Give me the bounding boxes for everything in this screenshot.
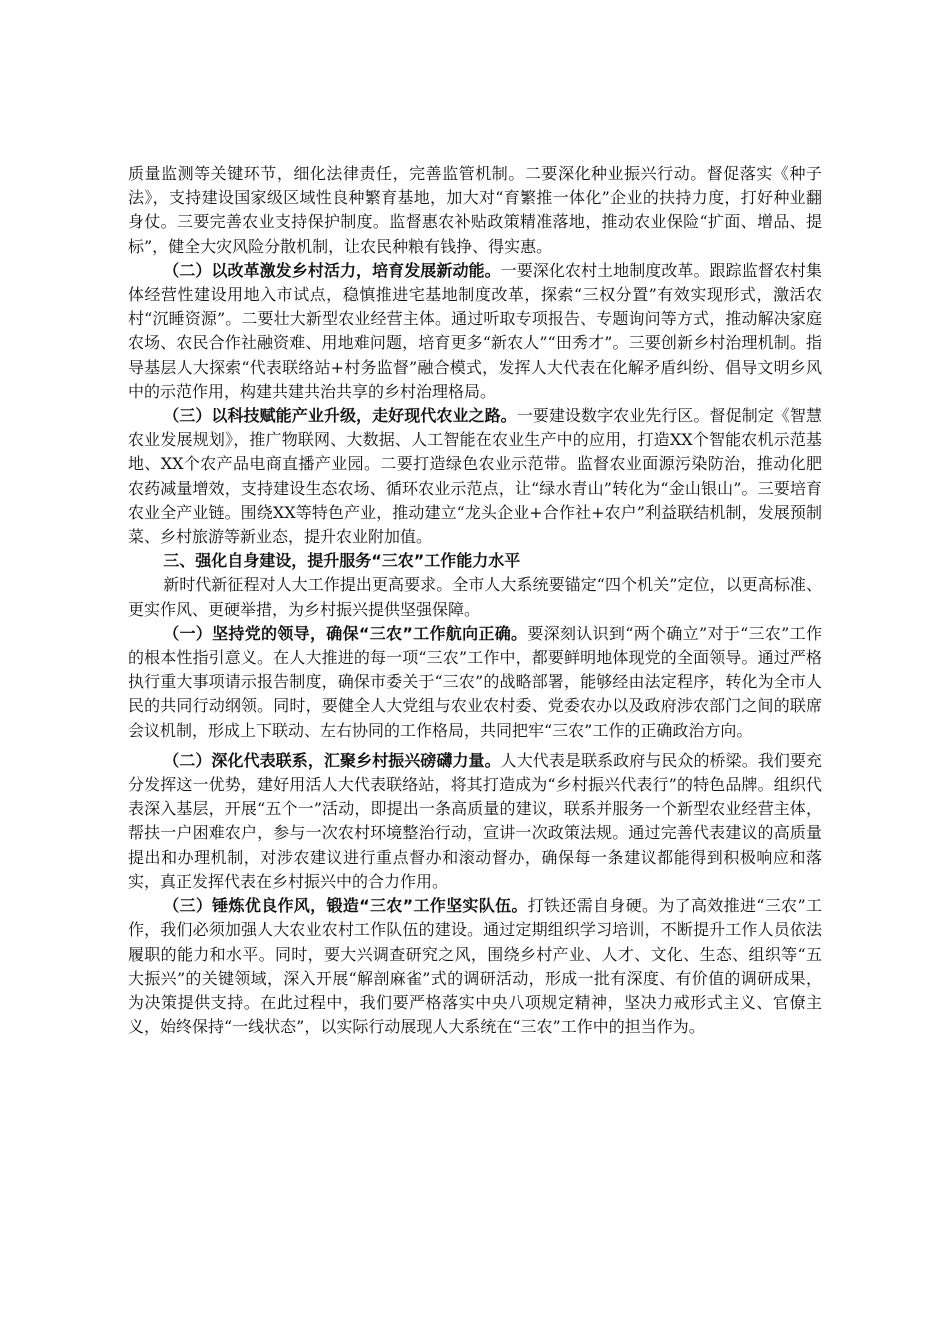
paragraph-text: 人大代表是联系政府与民众的桥梁。我们要充分发挥这一优势，建好用活人大代表联络站，将其打造成为“乡村振兴代表行”的特色品牌。组织代表深入基层，开展“五个一”活动，即提出一条高质量的建议，联系并服务一个新型农业经营主体，帮扶一户困难农户，参与一次农村环境整治行动，宣讲一次政策法规。通过完善代表建议的高质量提出和办理机制，对涉农建议进行重点督办和滚动督办，确保每一条建议都能得到积极响应和落实，真正发挥代表在乡村振兴中的合力作用。 <box>128 750 822 891</box>
paragraph-party-leadership <box>128 622 822 743</box>
paragraph-heading: （二）深化代表联系，汇聚乡村振兴磅礴力量。 <box>163 750 501 770</box>
paragraph-text: 一要深化农村土地制度改革。跟踪监督农村集体经营性建设用地入市试点，稳慎推进宅基地制度改革，探索“三权分置”有效实现形式，激活农村“沉睡资源”。二要壮大新型农业经营主体。通过听取专项报告、专题询问等方式，推动解决家庭农场、农民合作社融资难、用地难问题，培育更多“新农人”“田秀才”。三要创新乡村治理机制。指导基层人大探索“代表联络站+村务监督”融合模式，发挥人大代表在化解矛盾纠纷、倡导文明乡风中的示范作用，构建共建共治共享的乡村治理格局。 <box>128 260 822 401</box>
paragraph-text: 一要建设数字农业先行区。督促制定《智慧农业发展规划》，推广物联网、大数据、人工智能在农业生产中的应用，打造XX个智能农机示范基地、XX个农产品电商直播产业园。二要打造绿色农业示范带。监督农业面源污染防治，推动化肥农药减量增效，支持建设生态农场、循环农业示范点，让“绿水青山”转化为“金山银山”。三要培育农业全产业链。围绕XX等特色产业，推动建立“龙头企业+合作社+农户”利益联结机制，发展预制菜、乡村旅游等新业态，提升农业附加值。 <box>128 406 822 547</box>
paragraph-continuation <box>128 162 822 259</box>
document-body <box>128 162 822 1039</box>
paragraph-heading: （二）以改革激发乡村活力，培育发展新动能。 <box>163 260 501 280</box>
paragraph-heading: （一）坚持党的领导，确保“三农”工作航向正确。 <box>163 623 528 643</box>
paragraph-text: 新时代新征程对人大工作提出更高要求。全市人大系统要锚定“四个机关”定位，以更高标准、更实作风、更硬举措，为乡村振兴提供坚强保障。 <box>128 575 822 619</box>
paragraph-reform <box>128 259 822 404</box>
paragraph-heading: （三）以科技赋能产业升级，走好现代农业之路。 <box>163 406 517 426</box>
paragraph-heading: （三）锤炼优良作风，锻造“三农”工作坚实队伍。 <box>163 896 528 916</box>
paragraph-intro <box>128 573 822 621</box>
paragraph-text: 打铁还需自身硬。为了高效推进“三农”工作，我们必须加强人大农业农村工作队伍的建设。通过定期组织学习培训，不断提升工作人员依法履职的能力和水平。同时，要大兴调查研究之风，围绕乡村产业、人才、文化、生态、组织等“五大振兴”的关键领域，深入开展“解剖麻雀”式的调研活动，形成一批有深度、有价值的调研成果，为决策提供支持。在此过程中，我们要严格落实中央八项规定精神，坚决力戒形式主义、官僚主义，始终保持“一线状态”，以实际行动展现人大系统在“三农”工作中的担当作为。 <box>128 896 822 1037</box>
section-heading: 三、强化自身建设，提升服务“三农”工作能力水平 <box>163 551 521 571</box>
paragraph-deputy-liaison <box>128 749 822 894</box>
paragraph-text: 要深刻认识到“两个确立”对于“三农”工作的根本性指引意义。在人大推进的每一项“三农”工作中，都要鲜明地体现党的全面领导。通过严格执行重大事项请示报告制度，确保市委关于“三农”的战略部署，能够经由法定程序，转化为全市人民的共同行动纲领。同时，要健全人大党组与农业农村委、党委农办以及政府涉农部门之间的联席会议机制，形成上下联动、左右协同的工作格局，共同把牢“三农”工作的正确政治方向。 <box>128 623 822 740</box>
paragraph-text: 质量监测等关键环节，细化法律责任，完善监管机制。二要深化种业振兴行动。督促落实《种子法》，支持建设国家级区域性良种繁育基地，加大对“育繁推一体化”企业的扶持力度，打好种业翻身仗。三要完善农业支持保护制度。监督惠农补贴政策精准落地，推动农业保险“扩面、增品、提标”，健全大灾风险分散机制，让农民种粮有钱挣、得实惠。 <box>128 164 822 256</box>
paragraph-technology <box>128 404 822 549</box>
paragraph-work-style <box>128 894 822 1039</box>
